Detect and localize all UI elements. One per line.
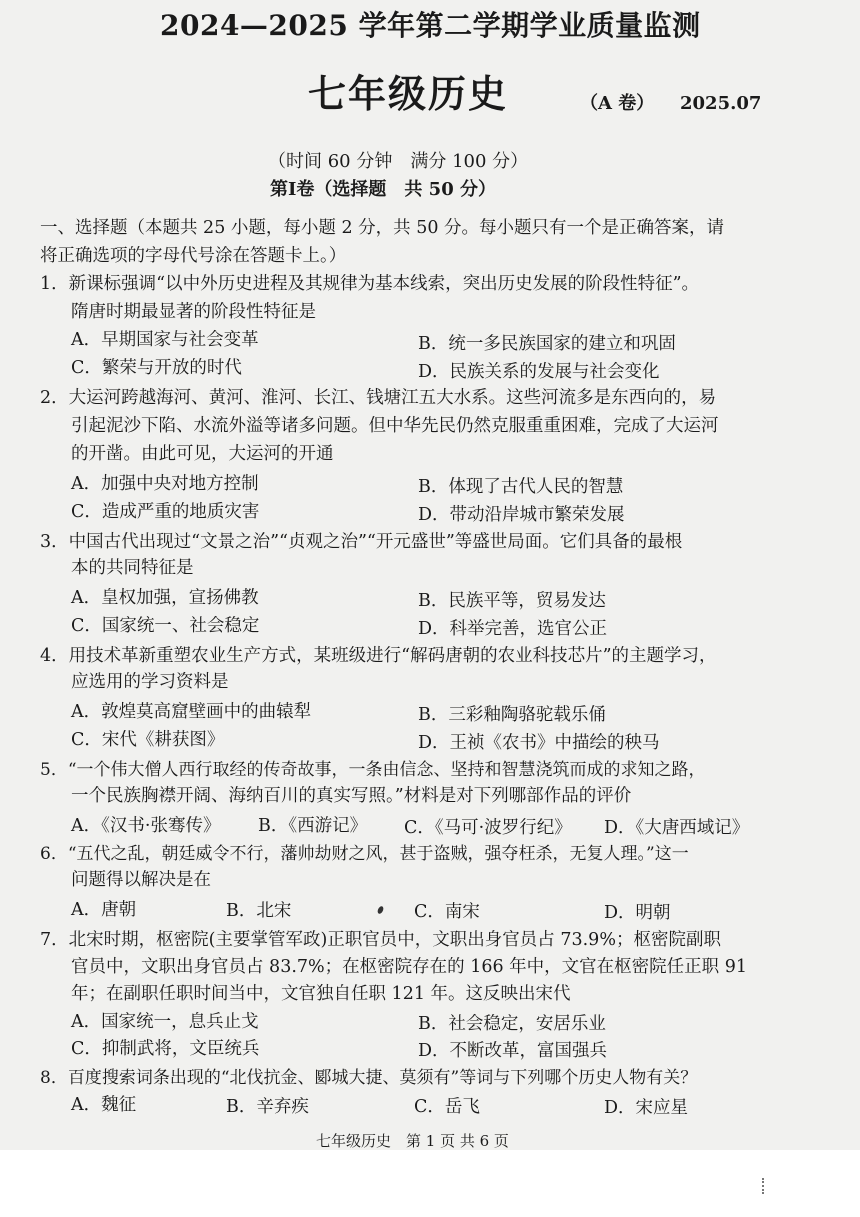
question-6-option-b: B．北宋	[226, 901, 292, 921]
question-1-line-2: 隋唐时期最显著的阶段性特征是	[71, 302, 316, 322]
question-2-line-1: 2．大运河跨越海河、黄河、淮河、长江、钱塘江五大水系。这些河流多是东西向的，易	[40, 388, 717, 408]
question-6-line-1: 6．“五代之乱，朝廷威令不行，藩帅劫财之风，甚于盗贼，强夺枉杀，无复人理。”这一	[40, 844, 689, 864]
exam-date: 2025.07	[680, 93, 762, 114]
question-8-option-c: C．岳飞	[414, 1097, 480, 1117]
question-1-option-b: B．统一多民族国家的建立和巩固	[418, 334, 676, 354]
question-6-option-a: A．唐朝	[71, 900, 137, 920]
question-4-option-c: C．宋代《耕获图》	[71, 730, 225, 750]
question-2-option-d: D．带动沿岸城市繁荣发展	[418, 505, 625, 525]
question-7-option-d: D．不断改革，富国强兵	[418, 1041, 608, 1061]
question-2-option-a: A．加强中央对地方控制	[71, 474, 259, 494]
question-5-option-a: A．《汉书·张骞传》	[71, 816, 221, 836]
question-4-option-d: D．王祯《农书》中描绘的秧马	[418, 733, 660, 753]
question-4-option-a: A．敦煌莫高窟壁画中的曲辕犁	[71, 702, 312, 722]
section-title: 第Ⅰ卷（选择题 共 50 分）	[270, 179, 497, 200]
question-8-option-d: D．宋应星	[604, 1098, 689, 1118]
question-1-option-a: A．早期国家与社会变革	[71, 330, 259, 350]
question-3-option-a: A．皇权加强，宣扬佛教	[71, 588, 259, 608]
question-8-option-a: A．魏征	[71, 1095, 137, 1115]
question-7-option-c: C．抑制武将，文臣统兵	[71, 1039, 260, 1059]
scan-mark	[762, 1178, 767, 1194]
question-2-line-2: 引起泥沙下陷、水流外溢等诸多问题。但中华先民仍然克服重重困难，完成了大运河	[71, 416, 719, 436]
paper-version: （A 卷）	[580, 93, 655, 114]
question-3-option-b: B．民族平等，贸易发达	[418, 591, 606, 611]
question-4-line-2: 应选用的学习资料是	[71, 672, 229, 692]
question-7-option-b: B．社会稳定，安居乐业	[418, 1014, 606, 1034]
time-score: （时间 60 分钟 满分 100 分）	[268, 151, 529, 172]
question-1-line-1: 1．新课标强调“以中外历史进程及其规律为基本线索，突出历史发展的阶段性特征”。	[40, 274, 700, 294]
question-5-option-c: C．《马可·波罗行纪》	[404, 818, 572, 838]
subject-title: 七年级历史	[308, 71, 509, 116]
question-5-line-1: 5．“一个伟大僧人西行取经的传奇故事，一条由信念、坚持和智慧浇筑而成的求知之路，	[40, 760, 706, 780]
question-4-line-1: 4．用技术革新重塑农业生产方式，某班级进行“解码唐朝的农业科技芯片”的主题学习，	[40, 646, 717, 666]
question-6-option-d: D．明朝	[604, 903, 671, 923]
question-3-line-1: 3．中国古代出现过“文景之治”“贞观之治”“开元盛世”等盛世局面。它们具备的最根	[40, 532, 683, 552]
question-3-option-c: C．国家统一、社会稳定	[71, 616, 260, 636]
question-7-line-3: 年；在副职任职时间当中，文官独自任职 121 年。这反映出宋代	[71, 984, 571, 1004]
question-4-option-b: B．三彩釉陶骆驼载乐俑	[418, 705, 606, 725]
question-2-line-3: 的开凿。由此可见，大运河的开通	[71, 444, 334, 464]
question-8-option-b: B．辛弃疾	[226, 1097, 309, 1117]
question-5-line-2: 一个民族胸襟开阔、海纳百川的真实写照。”材料是对下列哪部作品的评价	[71, 786, 632, 806]
question-3-line-2: 本的共同特征是	[71, 558, 194, 578]
question-6-line-2: 问题得以解决是在	[71, 870, 211, 890]
question-1-option-d: D．民族关系的发展与社会变化	[418, 362, 660, 382]
question-5-option-d: D．《大唐西域记》	[604, 818, 750, 838]
instructions-line-2: 将正确选项的字母代号涂在答题卡上。）	[40, 246, 347, 266]
question-7-option-a: A．国家统一，息兵止戈	[71, 1012, 259, 1032]
question-3-option-d: D．科举完善，选官公正	[418, 619, 608, 639]
question-2-option-b: B．体现了古代人民的智慧	[418, 477, 624, 497]
question-8-line-1: 8．百度搜索词条出现的“北伐抗金、郾城大捷、莫须有”等词与下列哪个历史人物有关？	[40, 1068, 698, 1088]
instructions-line-1: 一、选择题（本题共 25 小题，每小题 2 分，共 50 分。每小题只有一个是正确答案，请	[40, 218, 725, 238]
exam-title: 2024—2025 学年第二学期学业质量监测	[160, 9, 701, 42]
question-7-line-1: 7．北宋时期，枢密院(主要掌管军政)正职官员中，文职出身官员占 73.9%；枢密院副职	[40, 930, 721, 950]
question-1-option-c: C．繁荣与开放的时代	[71, 358, 242, 378]
page-footer: 七年级历史 第 1 页 共 6 页	[316, 1132, 509, 1150]
question-2-option-c: C．造成严重的地质灾害	[71, 502, 260, 522]
question-7-line-2: 官员中，文职出身官员占 83.7%；在枢密院存在的 166 年中，文官在枢密院任正职 91	[71, 957, 748, 977]
question-5-option-b: B．《西游记》	[258, 816, 368, 836]
question-6-option-c: C．南宋	[414, 902, 480, 922]
ink-speck	[377, 905, 385, 914]
